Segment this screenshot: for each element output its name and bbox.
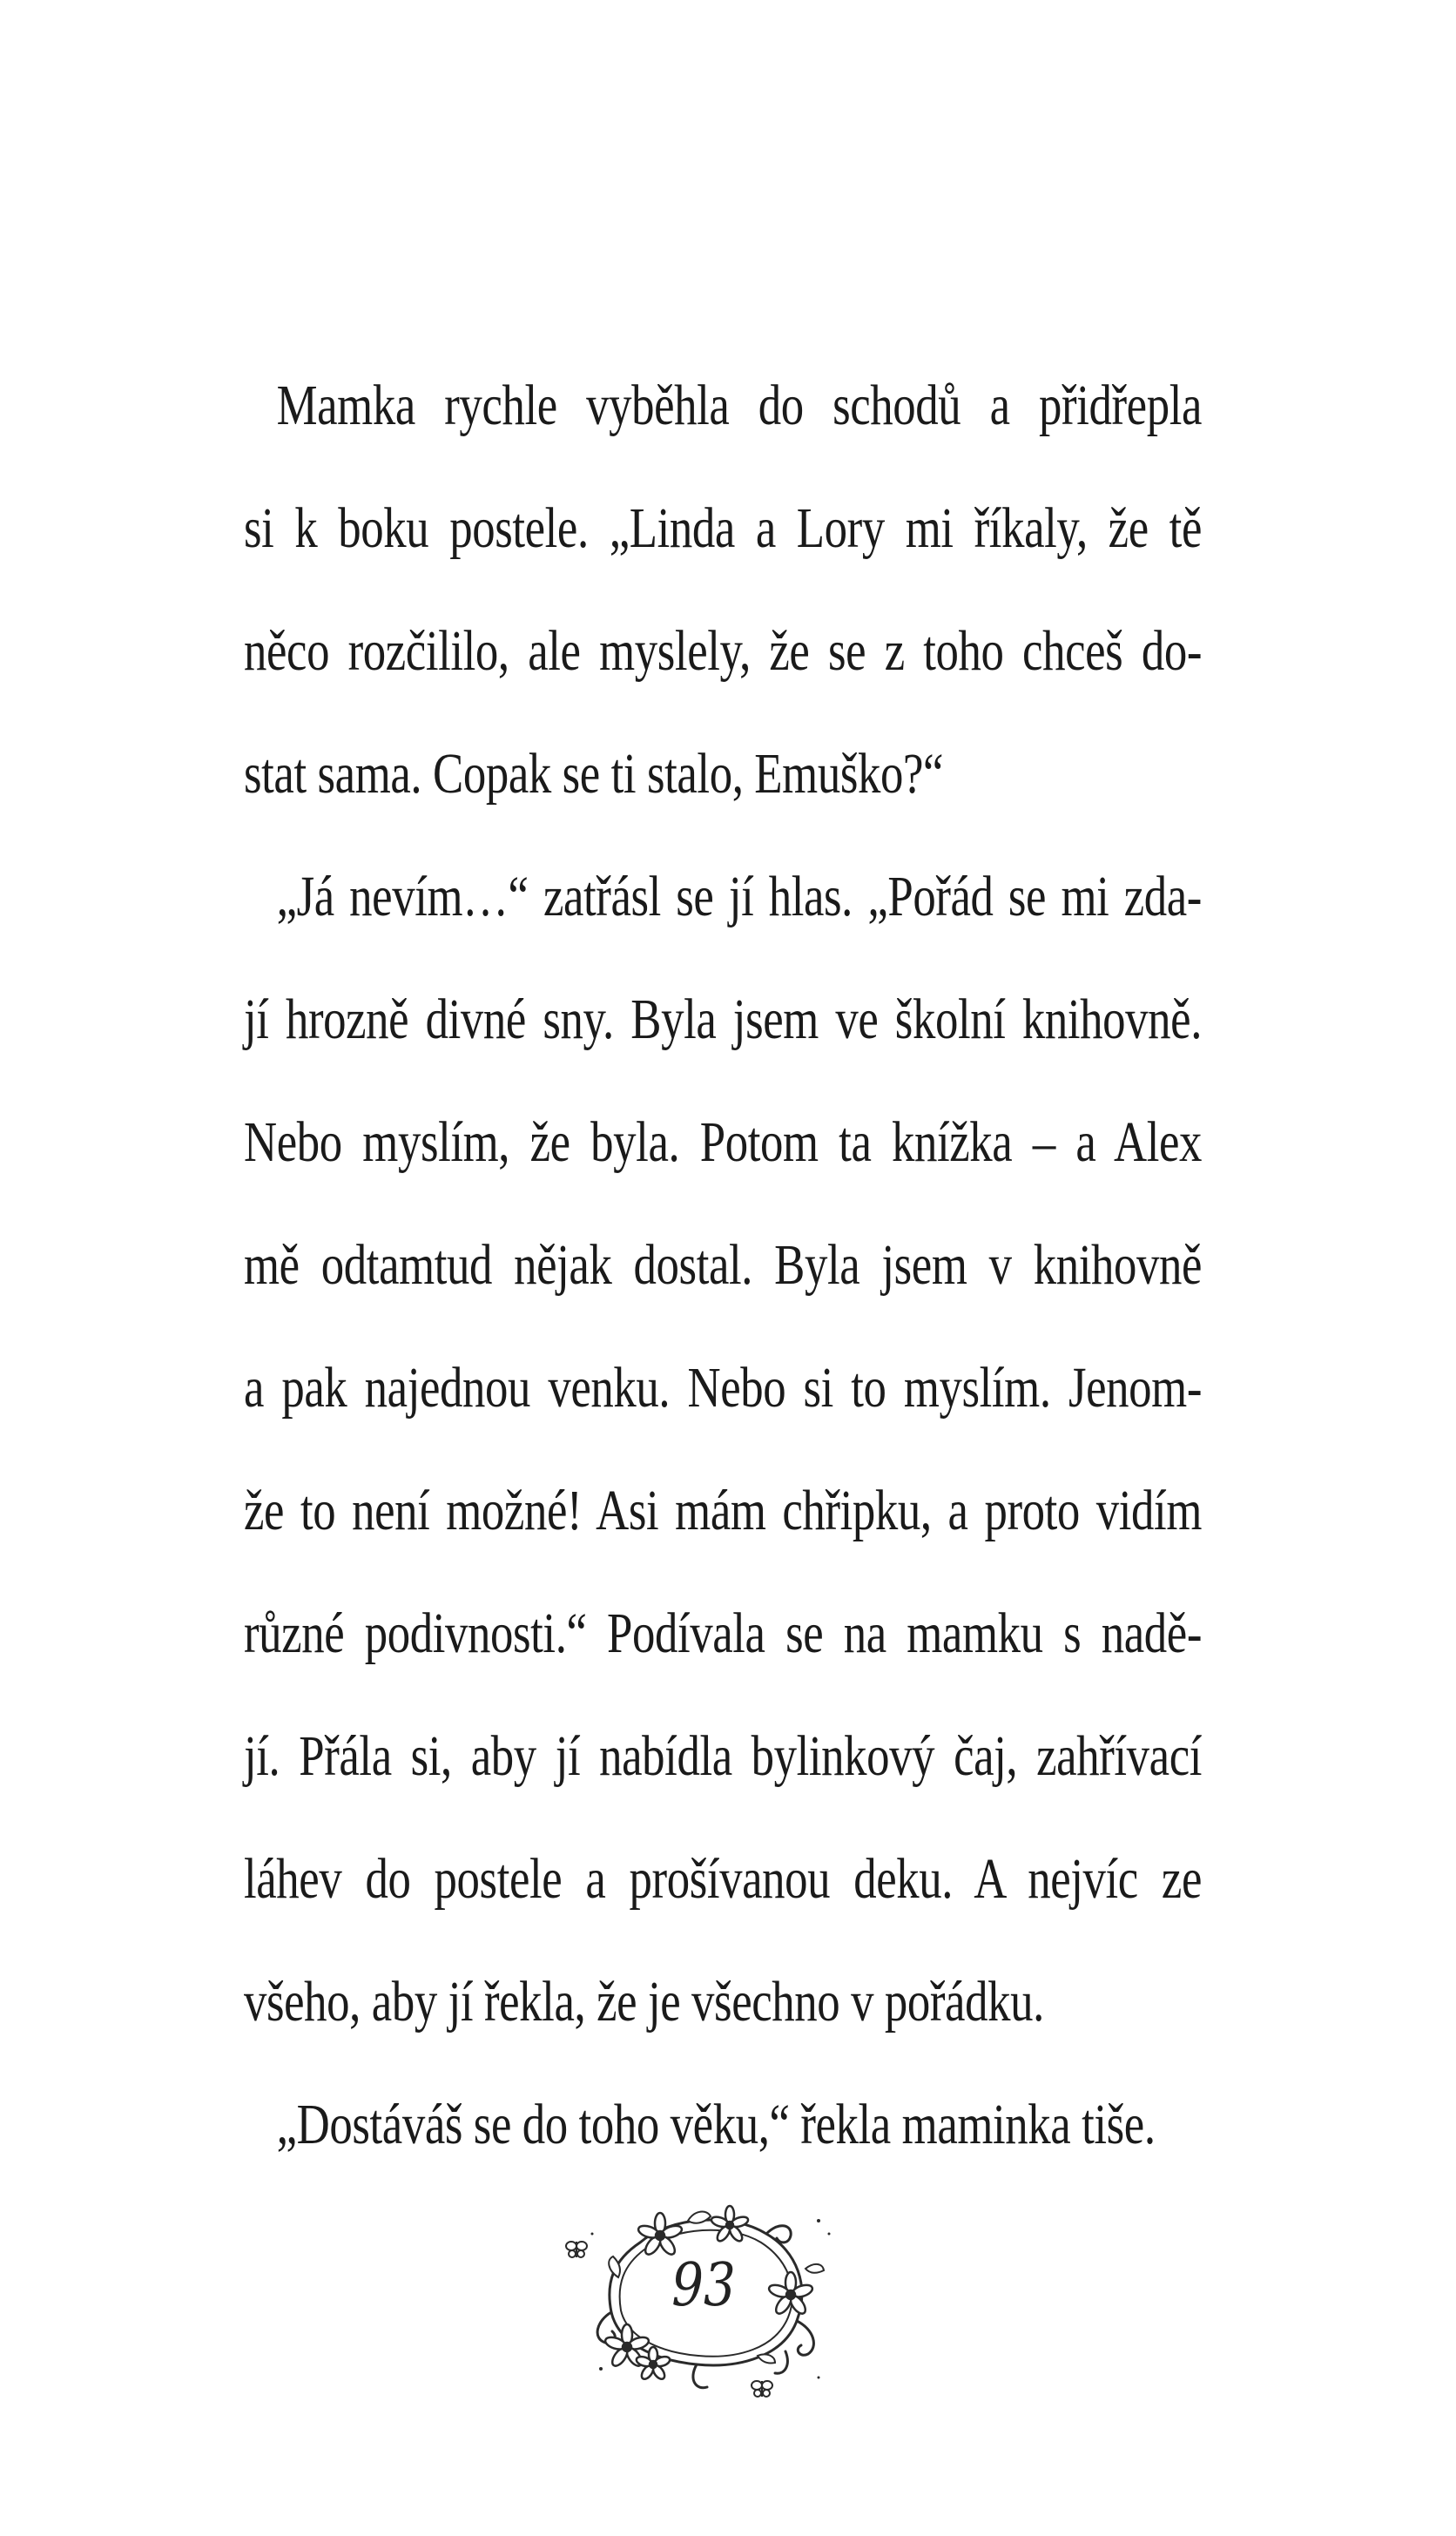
text-line: Mamka rychle vyběhla do schodů a přidřepla bbox=[276, 374, 1203, 437]
text-line: stat sama. Copak se ti stalo, Emuško?“ bbox=[244, 742, 944, 806]
text-line: jí hrozně divné sny. Byla jsem ve školní knihovně. bbox=[244, 988, 1202, 1051]
body-text bbox=[244, 344, 1202, 2186]
text-line: různé podivnosti.“ Podívala se na mamku s nadě- bbox=[244, 1602, 1202, 1665]
text-line: si k boku postele. „Linda a Lory mi říkaly, že tě bbox=[244, 496, 1202, 560]
text-line: a pak najednou venku. Nebo si to myslím. Jenom- bbox=[244, 1356, 1202, 1420]
text-line: něco rozčililo, ale myslely, že se z toho chceš do- bbox=[244, 619, 1202, 683]
text-line: Nebo myslím, že byla. Potom ta knížka – a Alex bbox=[244, 1110, 1202, 1174]
text-line: všeho, aby jí řekla, že je všechno v pořádku. bbox=[244, 1970, 1044, 2034]
text-line: že to není možné! Asi mám chřipku, a proto vidím bbox=[244, 1479, 1202, 1542]
text-line: jí. Přála si, aby jí nabídla bylinkový čaj, zahřívací bbox=[244, 1724, 1202, 1788]
page-number: 93 bbox=[671, 2251, 736, 2320]
text-line: „Dostáváš se do toho věku,“ řekla maminka tiše. bbox=[276, 2093, 1156, 2156]
text-line: mě odtamtud nějak dostal. Byla jsem v knihovně bbox=[244, 1233, 1202, 1297]
text-line: „Já nevím…“ zatřásl se jí hlas. „Pořád se mi zda- bbox=[276, 865, 1203, 928]
text-line: láhev do postele a prošívanou deku. A nejvíc ze bbox=[244, 1847, 1202, 1911]
